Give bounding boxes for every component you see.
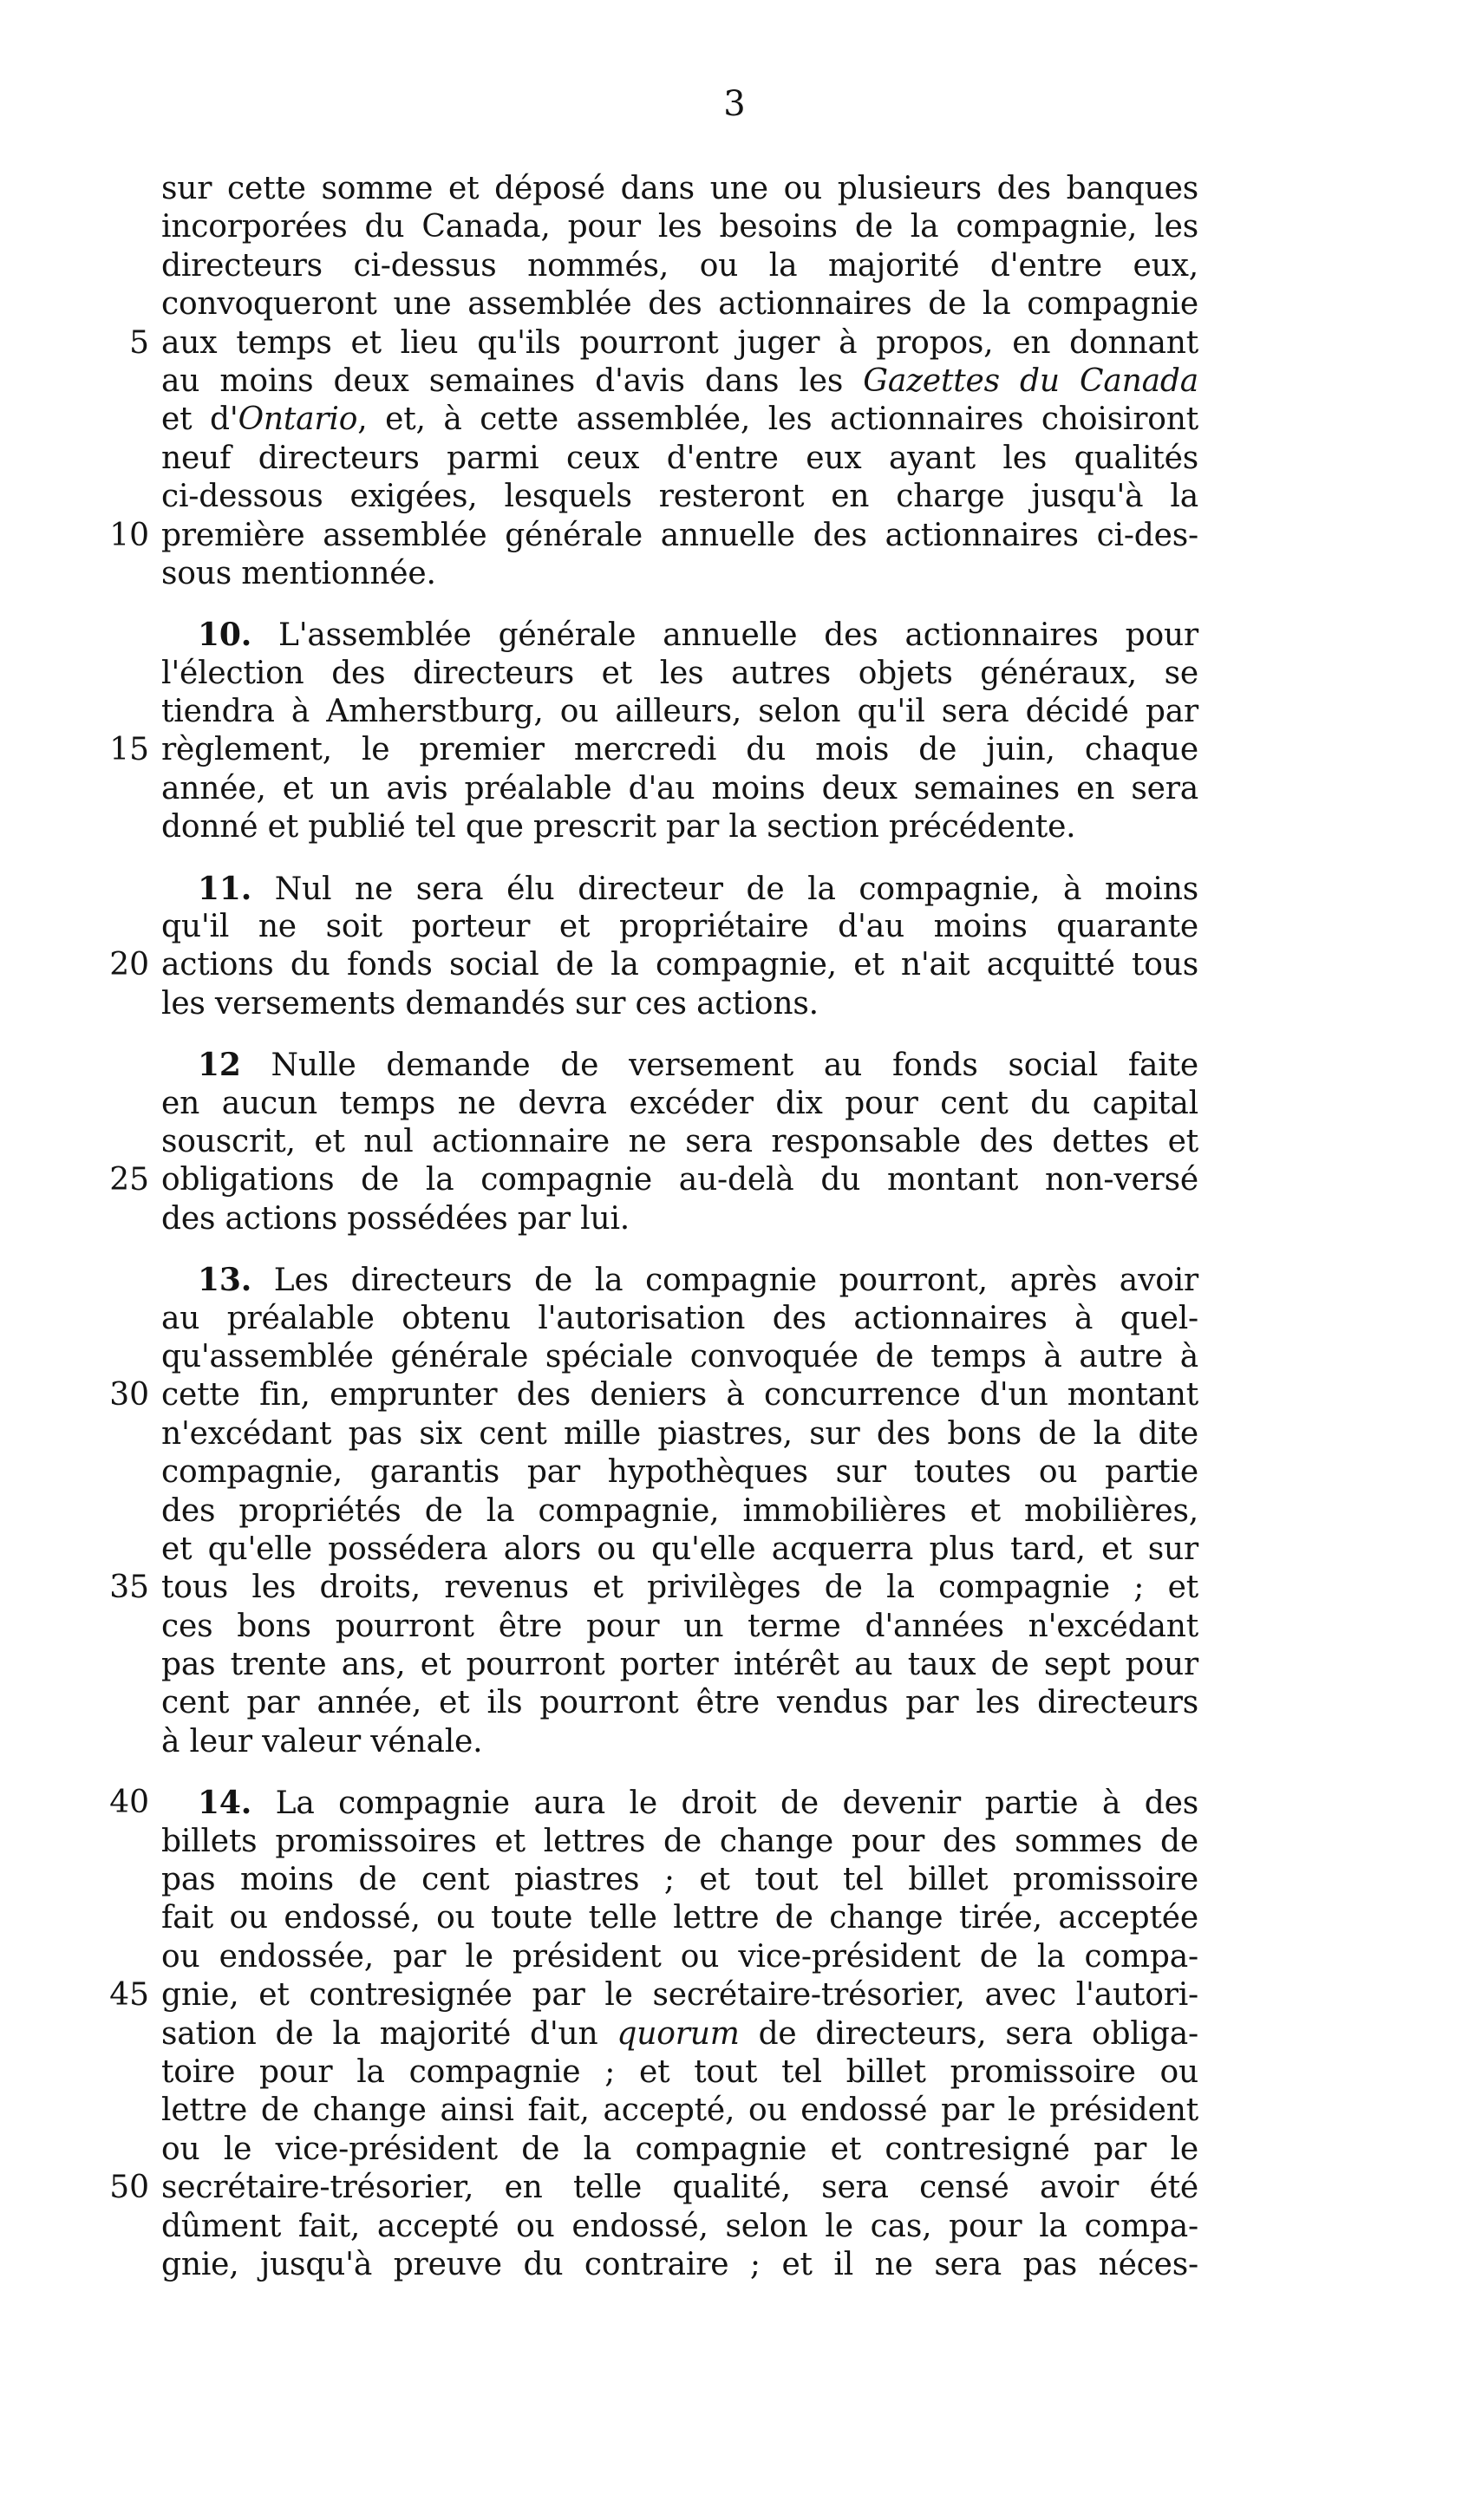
line-text: les versements demandés sur ces actions.	[161, 985, 819, 1022]
section-s11	[109, 870, 1198, 1024]
line-text: au préalable obtenu l'autorisation des actionnaires à quel-	[161, 1300, 1198, 1336]
line-number: 25	[109, 1162, 149, 1198]
line-text: des propriétés de la compagnie, immobilières et mobilières,	[161, 1492, 1198, 1529]
line-text: aux temps et lieu qu'ils pourront juger à propos, en donnant	[161, 324, 1198, 361]
line-text: cette fin, emprunter des deniers à concurrence d'un montant	[161, 1377, 1198, 1413]
line-text: ci-dessous exigées, lesquels resteront en charge jusqu'à la	[161, 479, 1198, 515]
text-line	[161, 908, 1198, 946]
line-text: règlement, le premier mercredi du mois de juin, chaque	[161, 732, 1198, 768]
section-s13	[109, 1261, 1199, 1761]
line-text: dûment fait, accepté ou endossé, selon le cas, pour la compa-	[161, 2208, 1198, 2244]
text-line	[109, 1976, 1198, 2014]
text-line	[161, 170, 1198, 208]
section-s12	[109, 1046, 1198, 1238]
line-text: neuf directeurs parmi ceux d'entre eux ayant les qualités	[161, 440, 1198, 476]
section-number: 13.	[198, 1262, 252, 1299]
line-text: pas trente ans, et pourront porter intérêt au taux de sept pour	[161, 1647, 1198, 1683]
line-text: année, et un avis préalable d'au moins deux semaines en sera	[161, 770, 1198, 806]
section-gap	[161, 593, 1198, 616]
text-line	[161, 2131, 1198, 2169]
line-number: 5	[129, 324, 149, 361]
line-text: n'excédant pas six cent mille piastres, sur des bons de la dite	[161, 1415, 1198, 1452]
text-line	[161, 1823, 1198, 1861]
section-number: 11.	[198, 870, 252, 907]
line-text: et d'Ontario, et, à cette assemblée, les actionnaires choisiront	[161, 402, 1198, 438]
text-line	[109, 1784, 1198, 1822]
text-line	[109, 1161, 1198, 1199]
line-number: 40	[109, 1785, 149, 1821]
text-line	[161, 1938, 1198, 1976]
text-line	[161, 1046, 1198, 1084]
text-line	[161, 2053, 1198, 2092]
line-text: sur cette somme et déposé dans une ou plusieurs des banques	[161, 171, 1198, 206]
line-text: en aucun temps ne devra excéder dix pour cent du capital	[161, 1085, 1198, 1121]
line-text: des actions possédées par lui.	[161, 1200, 630, 1237]
line-number: 20	[109, 947, 149, 983]
line-text: tous les droits, revenus et privilèges de la compagnie ; et	[161, 1570, 1198, 1606]
line-text: incorporées du Canada, pour les besoins de la compagnie, les	[161, 209, 1198, 245]
text-line	[109, 2169, 1198, 2207]
line-text: 10. L'assemblée générale annuelle des actionnaires pour	[198, 617, 1198, 654]
line-text: obligations de la compagnie au-delà du montant non-versé	[161, 1162, 1198, 1198]
line-number: 15	[109, 732, 149, 768]
text-line	[161, 362, 1198, 401]
text-line	[161, 247, 1198, 285]
line-text: qu'il ne soit porteur et propriétaire d'au moins quarante	[161, 909, 1198, 945]
text-line	[161, 1492, 1198, 1531]
line-text: tiendra à Amherstburg, ou ailleurs, selon qu'il sera décidé par	[161, 694, 1198, 730]
line-text: directeurs ci-dessus nommés, ou la majorité d'entre eux,	[161, 247, 1198, 284]
line-text: au moins deux semaines d'avis dans les Gazettes du Canada	[161, 362, 1198, 399]
line-text: première assemblée générale annuelle des actionnaires ci-des-	[161, 517, 1198, 553]
line-text: sation de la majorité d'un quorum de directeurs, sera obliga-	[161, 2015, 1198, 2052]
line-text: ces bons pourront être pour un terme d'années n'excédant	[161, 1608, 1198, 1644]
text-line	[161, 401, 1198, 439]
line-text: pas moins de cent piastres ; et tout tel billet promissoire	[161, 1862, 1198, 1898]
text-line	[161, 770, 1198, 808]
text-line	[109, 1569, 1198, 1607]
body-text	[109, 170, 1199, 2284]
text-line	[161, 1123, 1198, 1161]
line-text: souscrit, et nul actionnaire ne sera responsable des dettes et	[161, 1123, 1198, 1159]
line-text: convoqueront une assemblée des actionnaires de la compagnie	[161, 286, 1198, 323]
text-line	[109, 517, 1198, 555]
line-text: à leur valeur vénale.	[161, 1723, 483, 1759]
line-text: cent par année, et ils pourront être vendus par les directeurs	[161, 1685, 1198, 1721]
text-line	[161, 1300, 1198, 1338]
line-text: ou le vice-président de la compagnie et contresigné par le	[161, 2131, 1198, 2167]
text-line	[161, 1085, 1198, 1123]
text-line	[161, 1646, 1198, 1684]
line-text: gnie, jusqu'à preuve du contraire ; et il ne sera pas néces-	[161, 2246, 1198, 2282]
line-text: 14. La compagnie aura le droit de devenir partie à des	[198, 1785, 1198, 1822]
text-line	[161, 1338, 1198, 1376]
text-line	[161, 1723, 1198, 1761]
line-text: secrétaire-trésorier, en telle qualité, sera censé avoir été	[161, 2170, 1198, 2206]
line-text: et qu'elle possédera alors ou qu'elle acquerra plus tard, et sur	[161, 1531, 1198, 1567]
text-line	[161, 808, 1198, 846]
text-line	[161, 616, 1198, 654]
line-number: 50	[109, 2170, 149, 2206]
text-line	[161, 1861, 1198, 1899]
line-text: toire pour la compagnie ; et tout tel billet promissoire ou	[161, 2053, 1198, 2090]
section-s10	[109, 616, 1198, 846]
line-text: donné et publié tel que prescrit par la section précédente.	[161, 809, 1076, 845]
text-line	[109, 731, 1198, 769]
text-line	[161, 285, 1198, 323]
line-number: 10	[109, 517, 149, 553]
text-line	[161, 655, 1198, 693]
text-line	[161, 478, 1198, 516]
line-text: 13. Les directeurs de la compagnie pourront, après avoir	[198, 1262, 1199, 1299]
text-line	[161, 1415, 1198, 1453]
line-text: lettre de change ainsi fait, accepté, ou endossé par le président	[161, 2092, 1198, 2129]
text-line	[161, 2246, 1198, 2284]
section-gap	[161, 1023, 1198, 1046]
line-text: 11. Nul ne sera élu directeur de la compagnie, à moins	[198, 870, 1198, 907]
line-text: actions du fonds social de la compagnie, et n'ait acquitté tous	[161, 947, 1198, 983]
text-line	[161, 2208, 1198, 2246]
line-number: 30	[109, 1377, 149, 1413]
text-line	[129, 324, 1198, 362]
line-text: l'élection des directeurs et les autres objets généraux, se	[161, 655, 1198, 691]
text-line	[109, 1376, 1198, 1414]
text-line	[109, 946, 1198, 984]
section-gap	[161, 1238, 1198, 1261]
line-number: 35	[109, 1570, 149, 1606]
line-text: compagnie, garantis par hypothèques sur toutes ou partie	[161, 1454, 1198, 1491]
text-line	[161, 1531, 1198, 1569]
line-number: 45	[109, 1977, 149, 2014]
line-text: fait ou endossé, ou toute telle lettre de change tirée, acceptée	[161, 1900, 1198, 1936]
text-line	[161, 208, 1198, 246]
line-text: gnie, et contresignée par le secrétaire-trésorier, avec l'autori-	[161, 1977, 1198, 2014]
text-line	[161, 1453, 1198, 1492]
line-text: qu'assemblée générale spéciale convoquée de temps à autre à	[161, 1338, 1198, 1374]
line-text: 12 Nulle demande de versement au fonds social faite	[198, 1047, 1198, 1084]
text-line	[161, 2015, 1198, 2053]
text-line	[161, 555, 1198, 593]
text-line	[161, 1899, 1198, 1937]
section-intro	[109, 170, 1198, 593]
line-text: ou endossée, par le président ou vice-président de la compa-	[161, 1938, 1198, 1975]
line-text: sous mentionnée.	[161, 555, 436, 591]
text-line	[161, 1684, 1198, 1722]
section-number: 12	[198, 1047, 241, 1084]
section-gap	[161, 1761, 1198, 1784]
text-line	[161, 1608, 1198, 1646]
text-line	[161, 1261, 1198, 1299]
section-s14	[109, 1784, 1198, 2284]
section-number: 10.	[198, 617, 252, 654]
text-line	[161, 870, 1198, 908]
line-text: billets promissoires et lettres de change pour des sommes de	[161, 1823, 1198, 1859]
text-line	[161, 2092, 1198, 2130]
text-line	[161, 985, 1198, 1023]
text-line	[161, 440, 1198, 478]
page-number: 3	[723, 84, 746, 124]
section-gap	[161, 847, 1198, 870]
section-number: 14.	[198, 1785, 252, 1822]
text-line	[161, 693, 1198, 731]
text-line	[161, 1200, 1198, 1238]
